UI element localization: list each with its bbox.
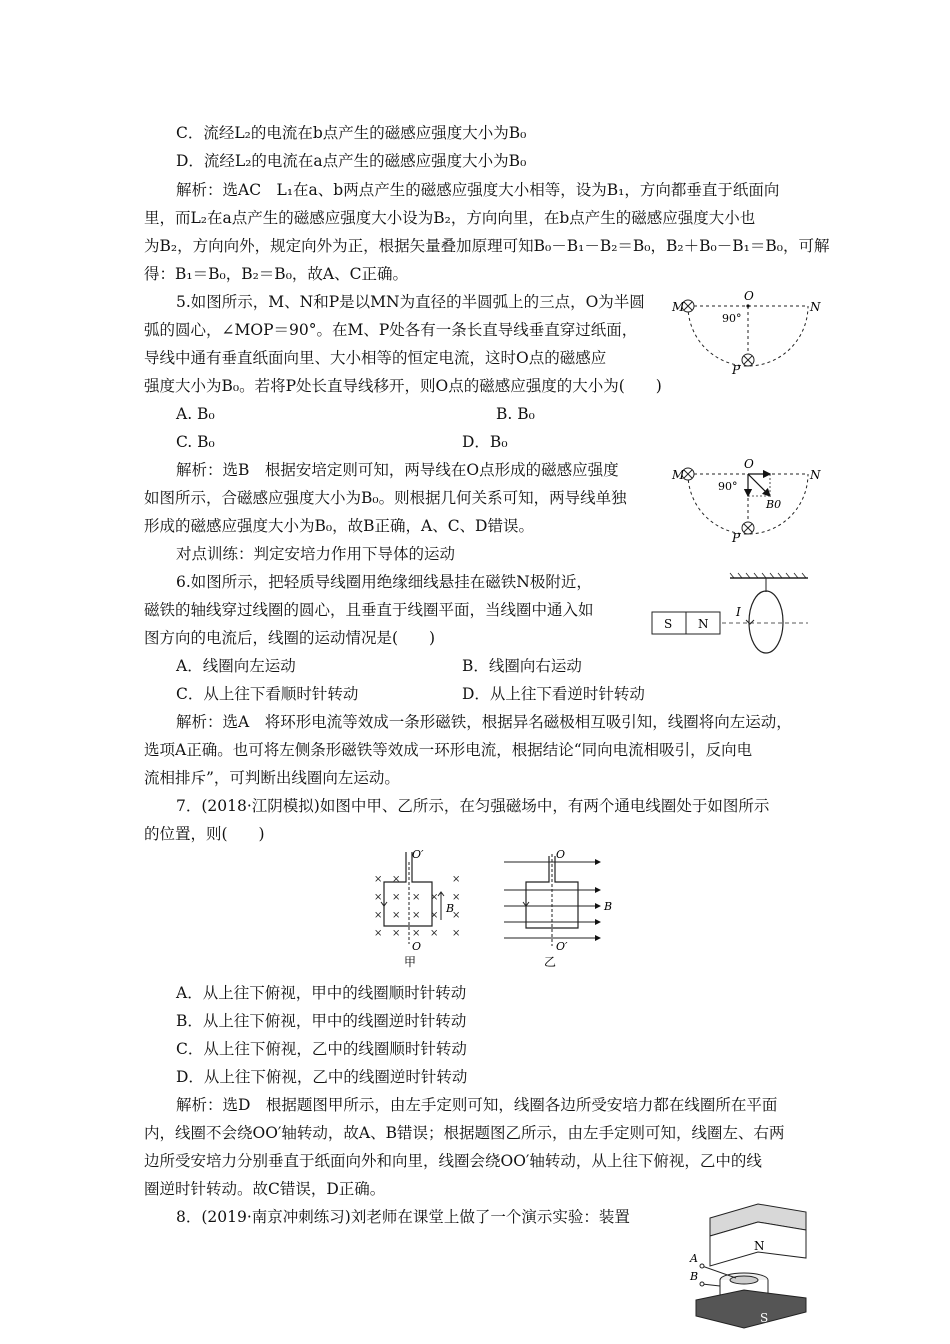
q6-analysis-line: 解析：选A 将环形电流等效成一条形磁铁，根据异名磁极相互吸引知，线圈将向左运动， bbox=[176, 713, 792, 731]
fig-label-m: M bbox=[672, 300, 685, 314]
q5-stem-line: 5.如图所示，M、N和P是以MN为直径的半圆弧上的三点，O为半圆 bbox=[176, 293, 645, 311]
svg-text:×: × bbox=[430, 910, 439, 921]
fig-label-n: N bbox=[698, 617, 709, 631]
svg-text:×: × bbox=[452, 910, 461, 921]
fig-label-n: N bbox=[810, 300, 821, 314]
svg-text:×: × bbox=[374, 874, 383, 885]
svg-text:×: × bbox=[392, 910, 401, 921]
fig-label-o: O bbox=[412, 940, 422, 953]
fig-label-p: P bbox=[732, 363, 741, 377]
q7-option-c: C．从上往下俯视，乙中的线圈顺时针转动 bbox=[176, 1040, 467, 1058]
q7-option-a: A．从上往下俯视，甲中的线圈顺时针转动 bbox=[176, 984, 467, 1002]
q5-option-c: C. B₀ bbox=[176, 433, 215, 451]
q4-analysis-line: 里，而L₂在a点产生的磁感应强度大小设为B₂，方向向里，在b点产生的磁感应强度大小也 bbox=[144, 209, 756, 227]
q8-stem-line: 8．(2019·南京冲刺练习)刘老师在课堂上做了一个演示实验：装置 bbox=[176, 1208, 630, 1226]
q6-stem-line: 磁铁的轴线穿过线圈的圆心，且垂直于线圈平面，当线圈中通入如 bbox=[144, 601, 594, 619]
q4-analysis-line: 解析：选AC L₁在a、b两点产生的磁感应强度大小相等，设为B₁，方向都垂直于纸面向 bbox=[176, 181, 780, 199]
svg-text:×: × bbox=[392, 874, 401, 885]
svg-text:×: × bbox=[412, 928, 421, 939]
fig-label-o-prime: O′ bbox=[556, 940, 568, 953]
fig-label-o: O bbox=[744, 289, 754, 303]
fig-label-jia: 甲 bbox=[404, 955, 417, 969]
q4-analysis-line: 得：B₁＝B₀，B₂＝B₀，故A、C正确。 bbox=[144, 265, 408, 283]
q5-stem-line: 导线中通有垂直纸面向里、大小相等的恒定电流，这时O点的磁感应 bbox=[144, 349, 607, 367]
q7-analysis-line: 边所受安培力分别垂直于纸面向外和向里，线圈会绕OO′轴转动，从上往下俯视，乙中的线 bbox=[144, 1152, 762, 1170]
fig-label-yi: 乙 bbox=[544, 955, 557, 969]
svg-text:×: × bbox=[392, 892, 401, 903]
svg-text:×: × bbox=[452, 892, 461, 903]
q7-stem-line: 7．(2018·江阴模拟)如图中甲、乙所示，在匀强磁场中，有两个通电线圈处于如图所示 bbox=[176, 797, 770, 815]
q6-option-b: B．线圈向右运动 bbox=[462, 657, 582, 675]
q6-option-d: D．从上往下看逆时针转动 bbox=[462, 685, 645, 703]
q7-figure-jia bbox=[368, 848, 468, 968]
q5-figure-semicircle bbox=[668, 288, 821, 378]
q6-analysis-line: 流相排斥”，可判断出线圈向左运动。 bbox=[144, 769, 400, 787]
fig-label-o: O bbox=[744, 457, 754, 471]
svg-text:×: × bbox=[374, 910, 383, 921]
svg-text:×: × bbox=[374, 892, 383, 903]
q7-analysis-line: 解析：选D 根据题图甲所示，由左手定则可知，线圈各边所受安培力都在线圈所在平面 bbox=[176, 1096, 778, 1114]
fig-label-n: N bbox=[810, 468, 821, 482]
q7-analysis-line: 内，线圈不会绕OO′轴转动，故A、B错误；根据题图乙所示，由左手定则可知，线圈左、右两 bbox=[144, 1124, 785, 1142]
q6-option-a: A．线圈向左运动 bbox=[176, 657, 296, 675]
fig-label-b: B bbox=[604, 900, 613, 913]
q5-option-d: D．B₀ bbox=[462, 433, 508, 451]
fig-label-angle: 90° bbox=[718, 480, 738, 493]
fig-label-p: P bbox=[732, 531, 741, 545]
fig-label-n: N bbox=[754, 1239, 765, 1253]
svg-text:×: × bbox=[374, 928, 383, 939]
fig-label-b0: B0 bbox=[766, 498, 782, 511]
q7-option-d: D．从上往下俯视，乙中的线圈逆时针转动 bbox=[176, 1068, 468, 1086]
fig-label-s: S bbox=[760, 1311, 769, 1325]
q4-option-c: C．流经L₂的电流在b点产生的磁感应强度大小为B₀ bbox=[176, 124, 527, 142]
fig-label-b: B bbox=[446, 902, 455, 915]
svg-text:×: × bbox=[392, 928, 401, 939]
q6-stem-line: 6.如图所示，把轻质导线圈用绝缘细线悬挂在磁铁N极附近， bbox=[176, 573, 592, 591]
q4-analysis-line: 为B₂，方向向外，规定向外为正，根据矢量叠加原理可知B₀－B₁－B₂＝B₀，B₂＋B₀－B₁＝B₀，可解 bbox=[144, 237, 830, 255]
q5-figure-vector bbox=[668, 456, 821, 546]
q5-option-b: B. B₀ bbox=[496, 405, 535, 423]
q7-option-b: B．从上往下俯视，甲中的线圈逆时针转动 bbox=[176, 1012, 467, 1030]
svg-text:×: × bbox=[412, 910, 421, 921]
q6-option-c: C．从上往下看顺时针转动 bbox=[176, 685, 359, 703]
svg-text:×: × bbox=[412, 892, 421, 903]
q6-analysis-line: 选项A正确。也可将左侧条形磁铁等效成一环形电流，根据结论“同向电流相吸引，反向电 bbox=[144, 741, 753, 759]
fig-label-o: O bbox=[556, 848, 566, 861]
svg-text:×: × bbox=[452, 874, 461, 885]
fig-label-a: A bbox=[690, 1252, 698, 1265]
fig-label-angle: 90° bbox=[722, 312, 742, 325]
svg-text:×: × bbox=[430, 892, 439, 903]
q5-option-a: A. B₀ bbox=[176, 405, 215, 423]
q5-analysis-line: 形成的磁感应强度大小为B₀，故B正确，A、C、D错误。 bbox=[144, 517, 534, 535]
section-title: 对点训练：判定安培力作用下导体的运动 bbox=[176, 545, 456, 563]
q5-analysis-line: 解析：选B 根据安培定则可知，两导线在O点形成的磁感应强度 bbox=[176, 461, 619, 479]
q5-stem-line: 强度大小为B₀。若将P处长直导线移开，则O点的磁感应强度的大小为( ) bbox=[144, 377, 662, 395]
fig-label-i: I bbox=[736, 605, 741, 619]
q6-stem-line: 图方向的电流后，线圈的运动情况是( ) bbox=[144, 629, 436, 647]
q4-option-d: D．流经L₂的电流在a点产生的磁感应强度大小为B₀ bbox=[176, 152, 527, 170]
q7-figure-yi bbox=[500, 848, 620, 968]
fig-label-o-prime: O′ bbox=[412, 848, 424, 861]
svg-text:×: × bbox=[430, 928, 439, 939]
q5-analysis-line: 如图所示，合磁感应强度大小为B₀。则根据几何关系可知，两导线单独 bbox=[144, 489, 627, 507]
svg-text:×: × bbox=[452, 928, 461, 939]
q7-analysis-line: 圈逆时针转动。故C错误，D正确。 bbox=[144, 1180, 386, 1198]
q5-stem-line: 弧的圆心，∠MOP＝90°。在M、P处各有一条长直导线垂直穿过纸面， bbox=[144, 321, 638, 339]
q8-figure-apparatus bbox=[688, 1200, 818, 1330]
fig-label-m: M bbox=[672, 468, 685, 482]
fig-label-b: B bbox=[690, 1270, 699, 1283]
fig-label-s: S bbox=[664, 617, 673, 631]
q6-figure-magnet-coil bbox=[650, 570, 810, 660]
q7-stem-line: 的位置，则( ) bbox=[144, 825, 265, 843]
